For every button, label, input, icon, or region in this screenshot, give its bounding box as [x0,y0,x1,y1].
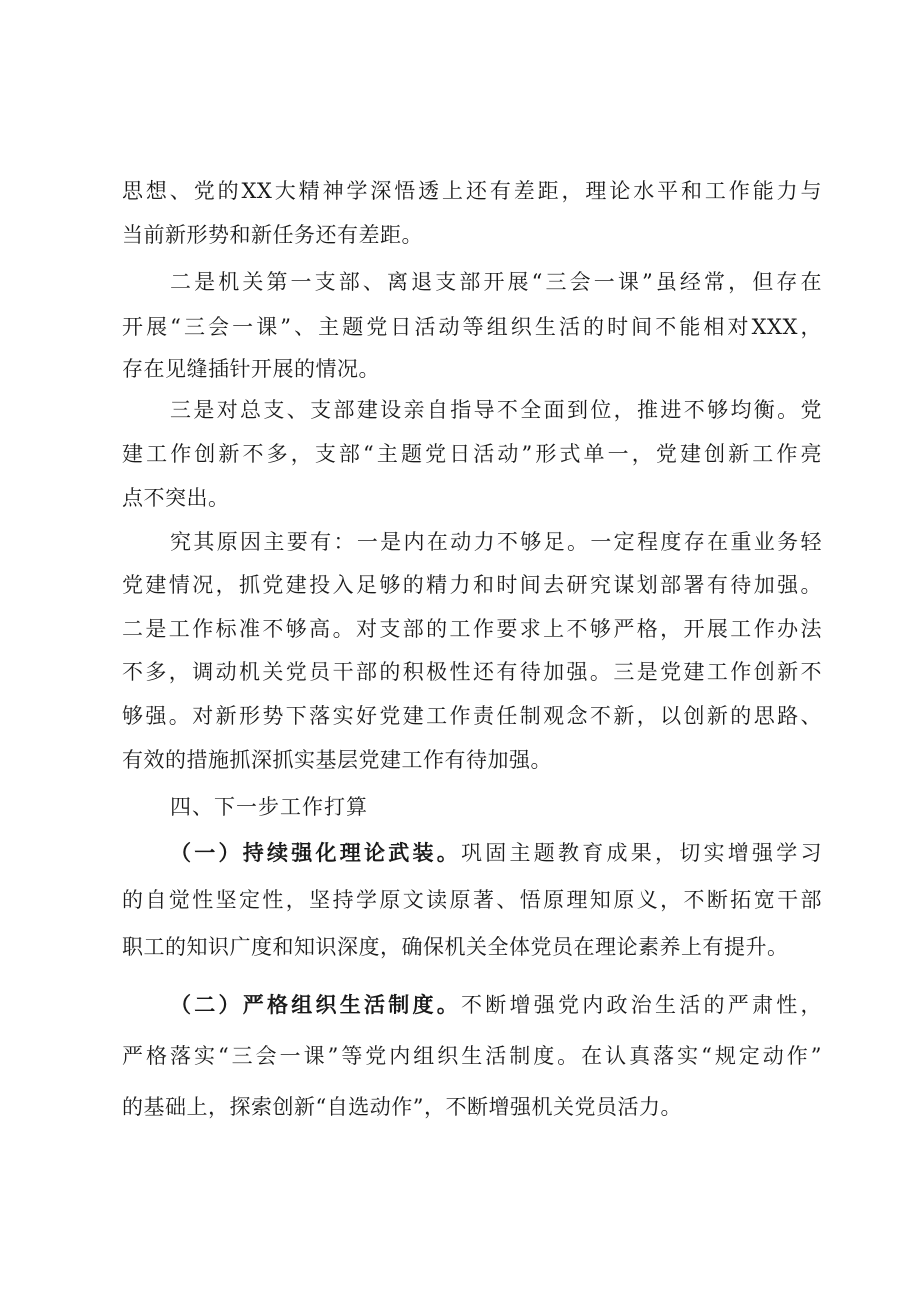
paragraph-line: 够强。对新形势下落实好党建工作责任制观念不新，以创新的思路、 [122,704,822,728]
item-line [170,995,822,1016]
paragraph-line: 建工作创新不多，支部“主题党日活动”形式单一，党建创新工作亮 [122,442,822,466]
paragraph-line: 职工的知识广度和知识深度，确保机关全体党员在理论素养上有提升。 [122,935,789,959]
paragraph-line: 当前新形势和新任务还有差距。 [122,223,423,247]
item-title: （一）持续强化理论武装。 [170,841,461,865]
paragraph-line: 不多，调动机关党员干部的积极性还有待加强。三是党建工作创新不 [122,660,822,684]
paragraph-line: 党建情况，抓党建投入足够的精力和时间去研究谋划部署有待加强。 [122,573,822,597]
item-text: 不断增强党内政治生活的严肃性， [461,993,822,1017]
item-title: （二）严格组织生活制度。 [170,993,461,1017]
paragraph-line: 开展“三会一课”、主题党日活动等组织生活的时间不能相对XXX， [122,315,822,339]
paragraph-line: 存在见缝插针开展的情况。 [122,357,380,381]
paragraph-line: 三是对总支、支部建设亲自指导不全面到位，推进不够均衡。党 [170,398,822,422]
paragraph-line: 有效的措施抓深抓实基层党建工作有待加强。 [122,748,552,772]
paragraph-line: 二是工作标准不够高。对支部的工作要求上不够严格，开展工作办法 [122,617,822,641]
paragraph-line: 点不突出。 [122,486,230,510]
section-heading: 四、下一步工作打算 [170,795,368,819]
item-line [170,843,822,864]
paragraph-line: 究其原因主要有：一是内在动力不够足。一定程度存在重业务轻 [170,530,822,554]
paragraph-line: 严格落实“三会一课”等党内组织生活制度。在认真落实“规定动作” [122,1044,822,1068]
paragraph-line: 二是机关第一支部、离退支部开展“三会一课”虽经常，但存在 [170,270,822,294]
paragraph-line: 的基础上，探索创新“自选动作”，不断增强机关党员活力。 [122,1095,682,1119]
paragraph-line: 的自觉性坚定性，坚持学原文读原著、悟原理知原义，不断拓宽干部 [122,888,822,912]
paragraph-line: 思想、党的XX大精神学深悟透上还有差距，理论水平和工作能力与 [122,179,822,203]
item-text: 巩固主题教育成果，切实增强学习 [461,841,822,865]
